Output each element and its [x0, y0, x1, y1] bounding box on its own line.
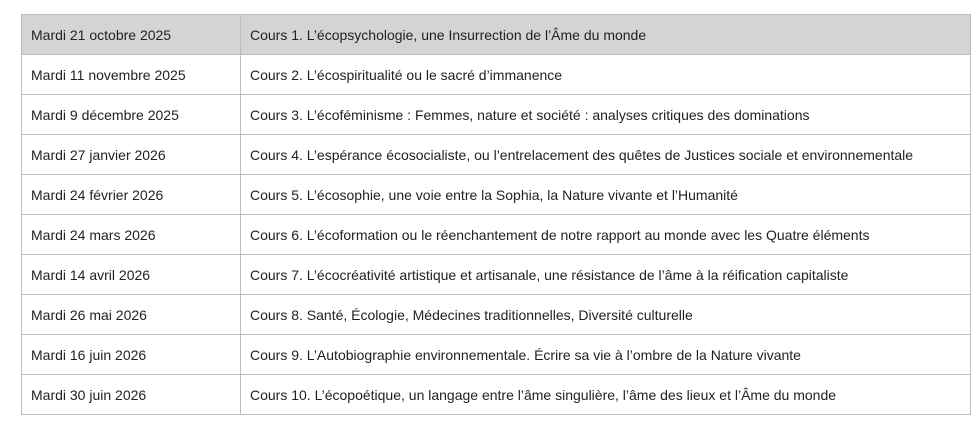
table-row: [22, 95, 971, 135]
row-course: Cours 4. L’espérance écosocialiste, ou l’entrelacement des quêtes de Justices sociale et environnementale: [241, 135, 971, 175]
row-course: Cours 2. L’écospiritualité ou le sacré d’immanence: [241, 55, 971, 95]
row-course: Cours 8. Santé, Écologie, Médecines traditionnelles, Diversité culturelle: [241, 295, 971, 335]
course-schedule-table: [21, 14, 971, 415]
row-date: Mardi 9 décembre 2025: [22, 95, 241, 135]
table-row: [22, 175, 971, 215]
row-date: Mardi 26 mai 2026: [22, 295, 241, 335]
table-row: [22, 255, 971, 295]
row-date: Mardi 24 février 2026: [22, 175, 241, 215]
table-row: [22, 295, 971, 335]
row-course: Cours 5. L’écosophie, une voie entre la Sophia, la Nature vivante et l’Humanité: [241, 175, 971, 215]
row-date: Mardi 27 janvier 2026: [22, 135, 241, 175]
row-date: Mardi 21 octobre 2025: [22, 15, 241, 55]
row-date: Mardi 11 novembre 2025: [22, 55, 241, 95]
row-course: Cours 7. L’écocréativité artistique et artisanale, une résistance de l’âme à la réification capitaliste: [241, 255, 971, 295]
row-course: Cours 9. L’Autobiographie environnementale. Écrire sa vie à l’ombre de la Nature vivante: [241, 335, 971, 375]
row-date: Mardi 16 juin 2026: [22, 335, 241, 375]
row-course: Cours 3. L’écoféminisme : Femmes, nature et société : analyses critiques des dominations: [241, 95, 971, 135]
table-row: [22, 335, 971, 375]
table-row: [22, 55, 971, 95]
row-date: Mardi 14 avril 2026: [22, 255, 241, 295]
row-date: Mardi 30 juin 2026: [22, 375, 241, 415]
table-row: [22, 135, 971, 175]
schedule-container: [21, 14, 971, 415]
table-row: [22, 15, 971, 55]
table-row: [22, 215, 971, 255]
table-row: [22, 375, 971, 415]
row-course: Cours 10. L’écopoétique, un langage entre l’âme singulière, l’âme des lieux et l’Âme du monde: [241, 375, 971, 415]
row-course: Cours 1. L’écopsychologie, une Insurrection de l’Âme du monde: [241, 15, 971, 55]
row-course: Cours 6. L’écoformation ou le réenchantement de notre rapport au monde avec les Quatre éléments: [241, 215, 971, 255]
row-date: Mardi 24 mars 2026: [22, 215, 241, 255]
